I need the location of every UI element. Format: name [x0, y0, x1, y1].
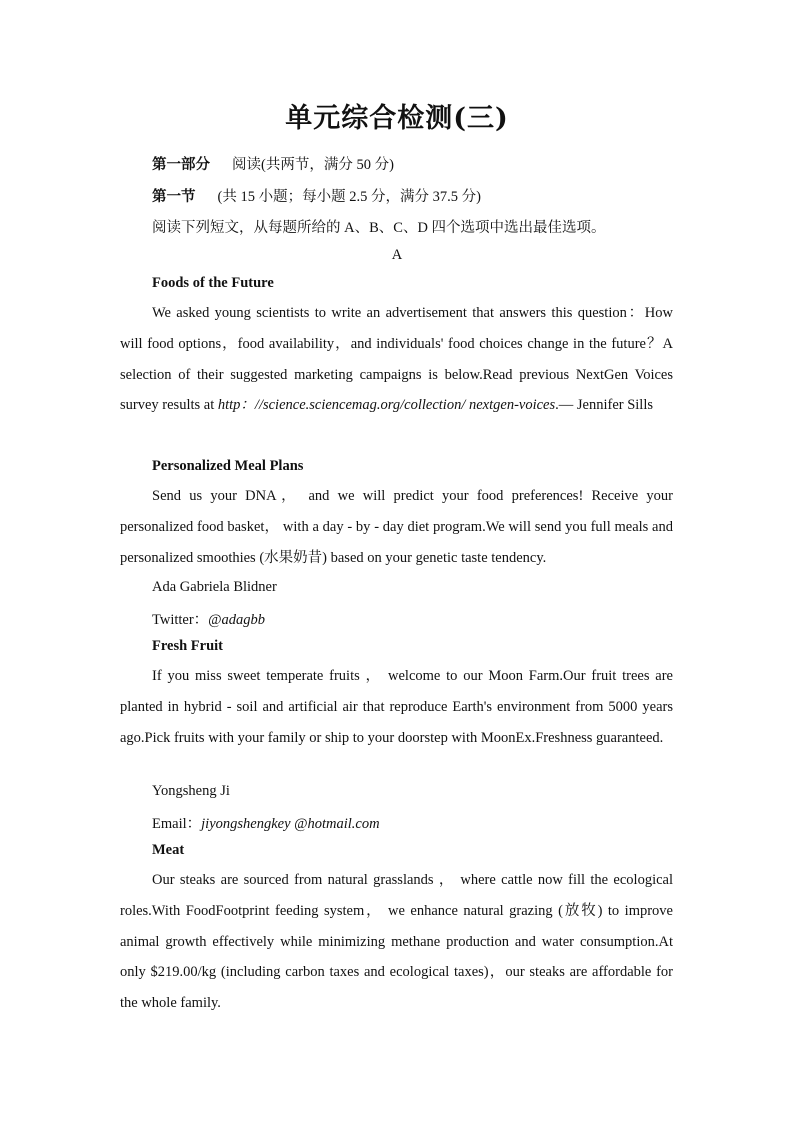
- email-address[interactable]: jiyongshengkey @hotmail.com: [201, 816, 380, 832]
- author-name: Yongsheng Ji: [152, 783, 230, 799]
- contact-line: [152, 812, 380, 833]
- passage-label: A: [391, 247, 403, 263]
- passage-title: Foods of the Future: [152, 275, 274, 291]
- section-heading: Meat: [152, 842, 185, 858]
- contact-label: Twitter：: [152, 612, 209, 628]
- author-name: Ada Gabriela Blidner: [152, 579, 277, 595]
- section-body: Send us your DNA， and we will predict your food preferences! Receive your personalized food basket， with a day - by - day diet program.We will send you full meals and personalized smoothies (水果奶昔) based on your genetic taste tendency.: [120, 488, 673, 566]
- section-label: 第一节: [152, 189, 196, 205]
- survey-link[interactable]: http：//science.sciencemag.org/collection/ nextgen-voices: [217, 397, 556, 414]
- section-heading: Personalized Meal Plans: [152, 458, 304, 474]
- section-heading: Fresh Fruit: [152, 638, 224, 654]
- intro-attribution: .— Jennifer Sills: [555, 397, 654, 414]
- contact-line: [152, 608, 265, 629]
- contact-label: Email：: [152, 816, 202, 832]
- part-label: 第一部分: [152, 157, 210, 173]
- part-text: 阅读(共两节，满分 50 分): [232, 157, 394, 173]
- section-body: If you miss sweet temperate fruits ， welcome to our Moon Farm.Our fruit trees are planted in hybrid - soil and artificial air that reproduce Earth's environment from 5000 years ago.Pick fruits with your family or ship to your doorstep with MoonEx.Freshness guaranteed.: [120, 668, 673, 746]
- twitter-handle[interactable]: @adagbb: [208, 612, 266, 628]
- instruction-text: 阅读下列短文，从每题所给的 A、B、C、D 四个选项中选出最佳选项。: [152, 220, 606, 236]
- page-title: 单元综合检测(三): [285, 103, 509, 134]
- section-body: Our steaks are sourced from natural grasslands ， where cattle now fill the ecological roles.With FoodFootprint feeding system， we enhance natural grazing (放牧) to improve animal growth effectively while minimizing methane production and water consumption.At only $219.00/kg (including carbon taxes and ecological taxes)，our steaks are affordable for the whole family.: [120, 872, 673, 1012]
- intro-paragraph: [120, 298, 673, 421]
- section-text: (共 15 小题；每小题 2.5 分，满分 37.5 分): [217, 189, 481, 205]
- intro-text: We asked young scientists to write an advertisement that answers this question：How will food options，food availability，and individuals' food choices change in the future？A selection of their suggested marketing campaigns is below.Read previous NextGen Voices survey results at: [120, 305, 673, 414]
- part-line: [152, 153, 394, 174]
- section-line: [152, 185, 481, 206]
